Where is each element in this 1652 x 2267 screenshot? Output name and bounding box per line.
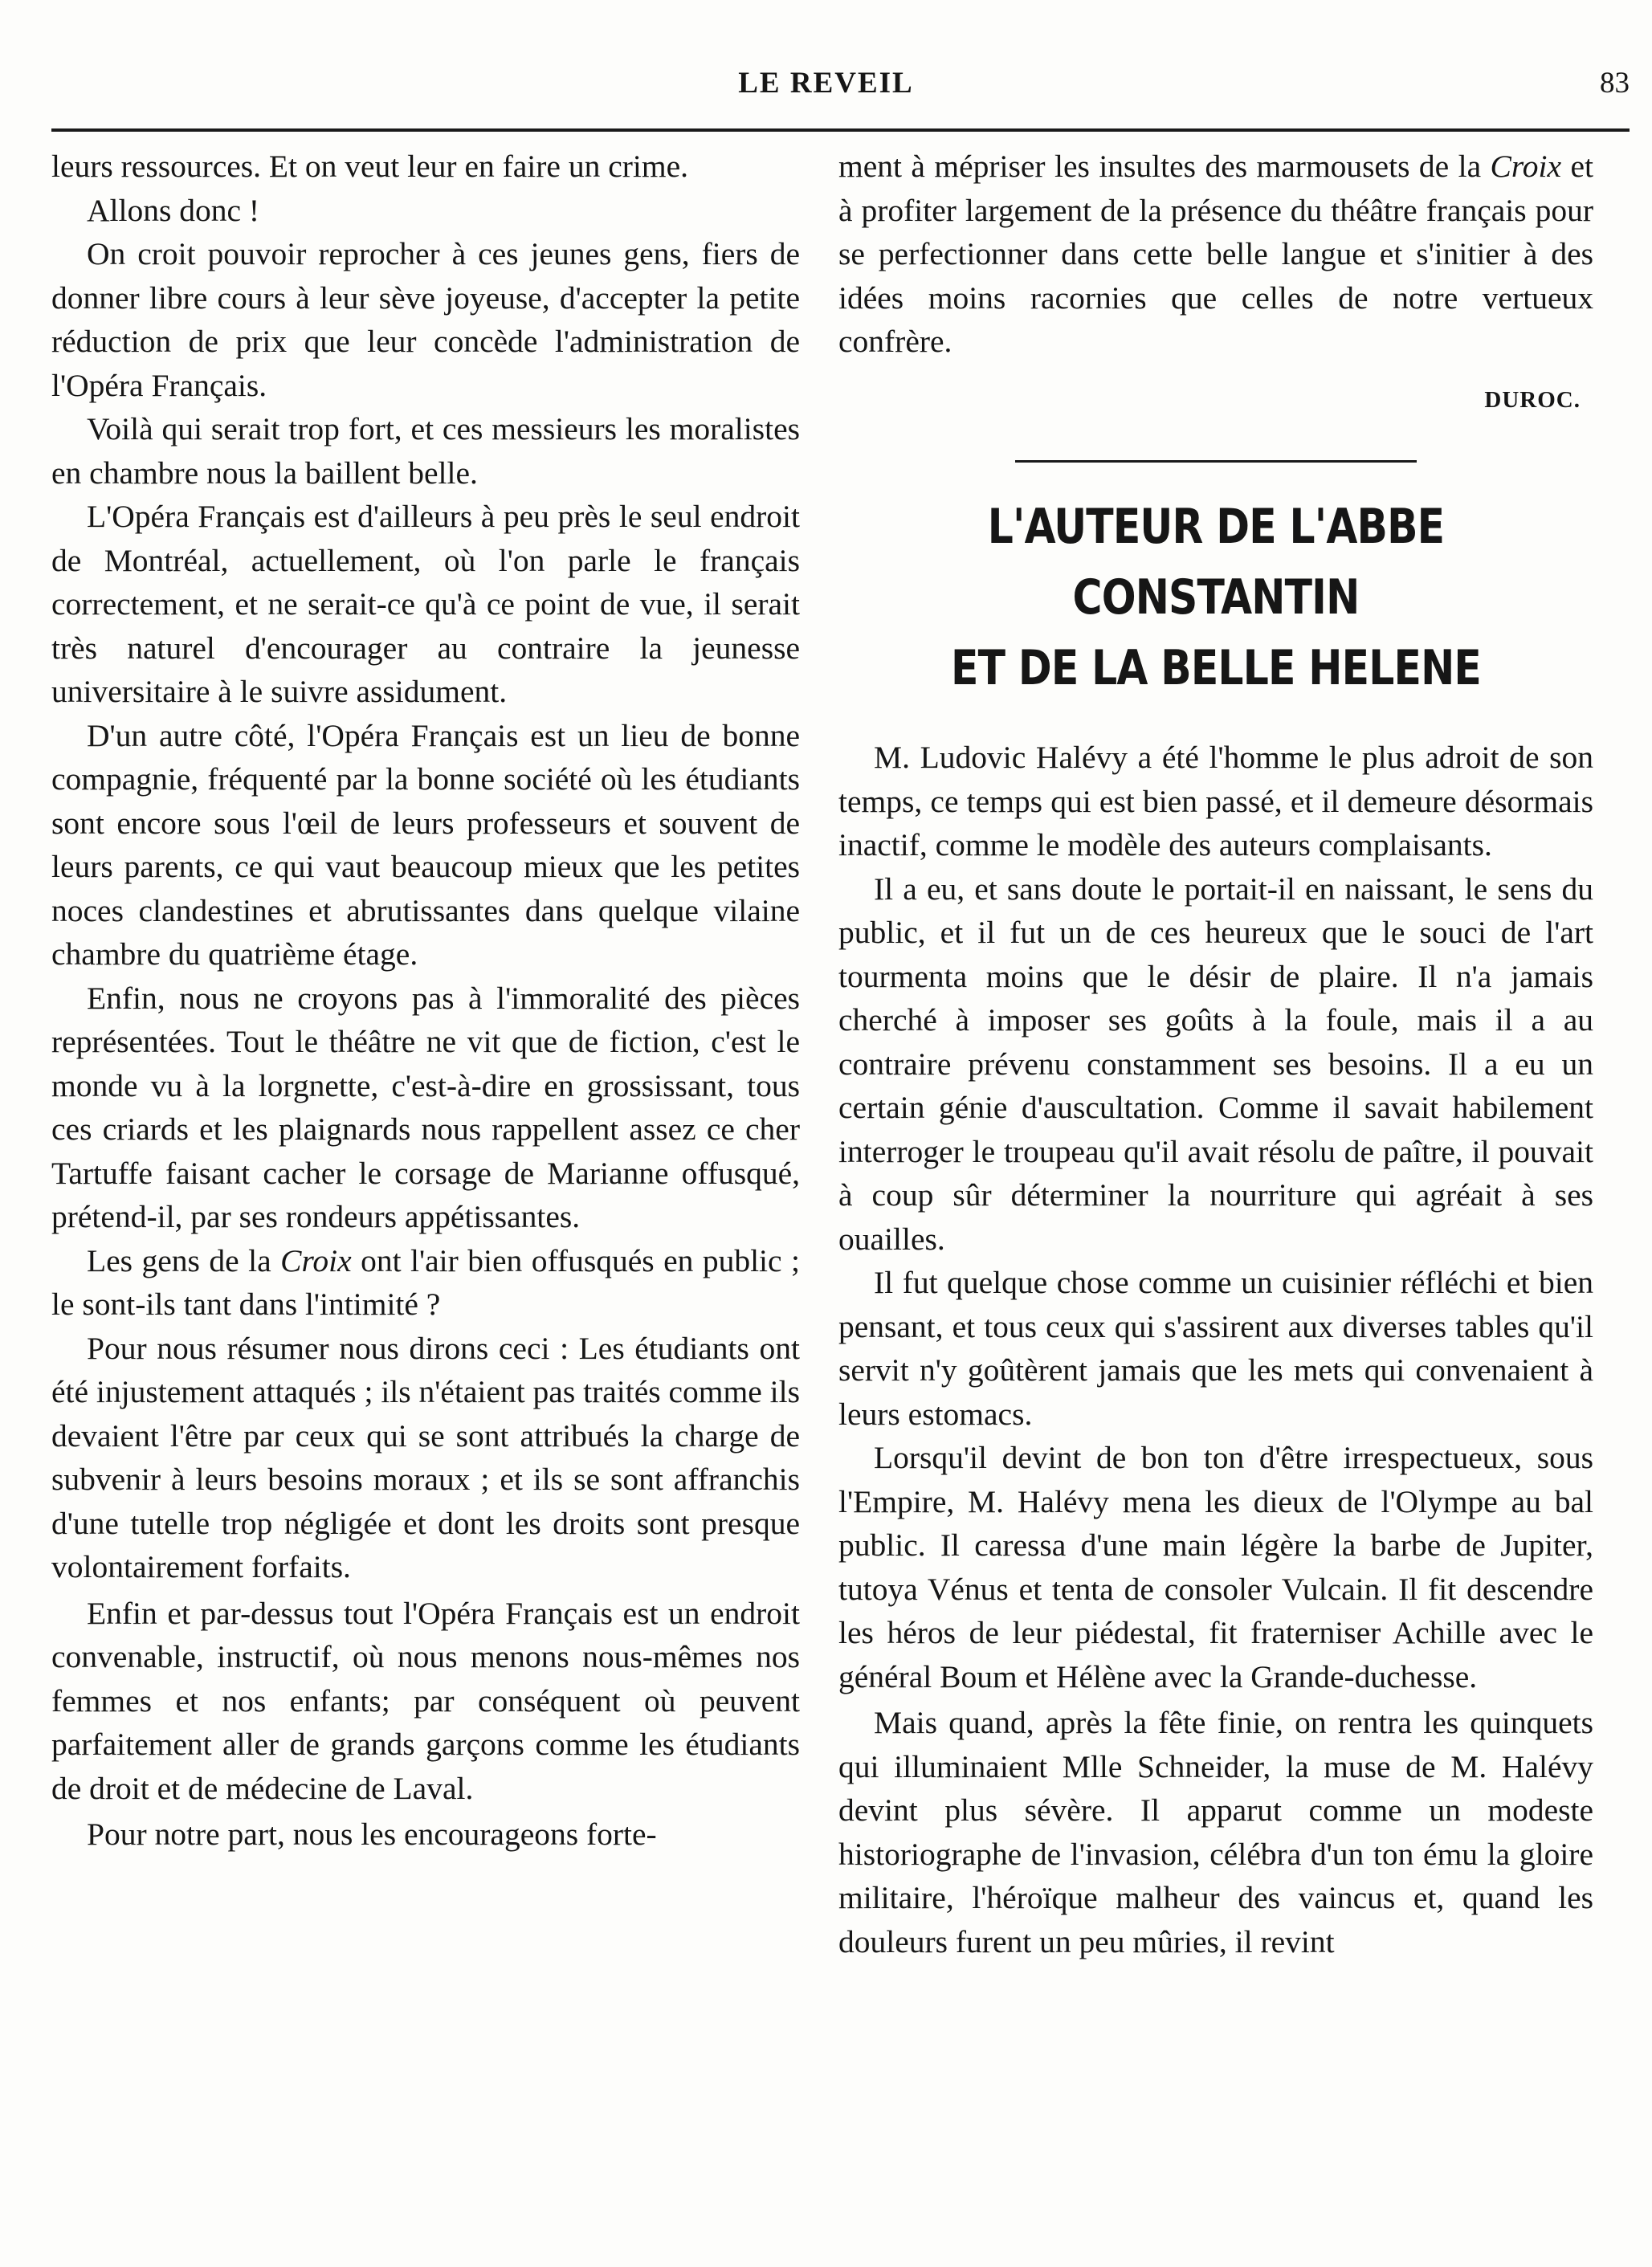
paragraph: Mais quand, après la fête finie, on rentra les quinquets qui illuminaient Mlle Schneider, la muse de M. Halévy devint plus sévère. Il apparut comme un modeste historiographe de l'invasion, célébra d'un ton ému la gloire militaire, l'héroïque malheur des vaincus et, quand les douleurs furent un peu mûries, il revint [838, 1705, 1593, 1959]
paragraph: L'Opéra Français est d'ailleurs à peu près le seul endroit de Montréal, actuellement, où l'on parle le français correctement, et ne serait-ce qu'à ce point de vue, il serait très naturel d'encourager au contraire la jeunesse universitaire à le suivre assidument. [51, 499, 800, 709]
text-run: ont l'air bien offusqués en public ; le sont-ils tant dans l'intimité ? [51, 1242, 800, 1322]
text-run: et à profiter largement de la présence du théâtre français pour se perfectionner dans cette belle langue et s'initier à des idées moins racornies que celles de notre vertueux confrère. [838, 149, 1594, 359]
right-column [838, 145, 1593, 1963]
paragraph [838, 145, 1593, 364]
header-rule [51, 128, 1630, 132]
paragraph: D'un autre côté, l'Opéra Français est un lieu de bonne compagnie, fréquenté par la bonne société où les étudiants sont encore sous l'œil de leurs professeurs et souvent de leurs parents, ce qui vaut beaucoup mieux que les petites noces clandestines et abrutissantes dans quelque vilaine chambre du quatrième étage. [51, 717, 800, 972]
paragraph: Il fut quelque chose comme un cuisinier réfléchi et bien pensant, et tous ceux qui s'assirent aux diverses tables qu'il servit n'y goûtèrent jamais que les mets qui convenaient à leurs estomacs. [838, 1265, 1593, 1432]
author-signature: DUROC. [1484, 386, 1581, 413]
paragraph: leurs ressources. Et on veut leur en faire un crime. [51, 149, 688, 184]
paragraph: On croit pouvoir reprocher à ces jeunes gens, fiers de donner libre cours à leur sève joyeuse, d'accepter la petite réduction de prix que leur concède l'administration de l'Opéra Français. [51, 236, 800, 403]
left-column [51, 145, 800, 1857]
text-run: ment à mépriser les insultes des marmousets de la [838, 149, 1491, 184]
page-number: 83 [1600, 67, 1630, 100]
article-separator [1015, 460, 1417, 463]
running-title: LE REVEIL [738, 67, 914, 100]
article-title [899, 491, 1533, 703]
paragraph: Allons donc ! [87, 192, 260, 228]
text-run: Les gens de la [87, 1242, 281, 1278]
article-title-line: L'AUTEUR DE L'ABBE CONSTANTIN [987, 499, 1445, 626]
paragraph: Pour nous résumer nous dirons ceci : Les étudiants ont été injustement attaqués ; ils n'étaient pas traités comme ils devaient l'être par ceux qui se sont attribués la charge de subvenir à leurs besoins moraux ; et ils se sont affranchis d'une tutelle trop négligée et dont les droits sont presque volontairement forfaits. [51, 1330, 800, 1584]
paragraph: Il a eu, et sans doute le portait-il en naissant, le sens du public, et il fut un de ces heureux que le souci de l'art tourmenta moins que le désir de plaire. Il n'a jamais cherché à imposer ses goûts à la foule, mais il a au contraire prévenu constamment ses besoins. Il a eu un certain génie d'auscultation. Comme il savait habilement interroger le troupeau qu'il avait résolu de paître, il pouvait à coup sûr déterminer la nourriture qui agréait à ses ouailles. [838, 871, 1593, 1257]
paragraph: Enfin, nous ne croyons pas à l'immoralité des pièces représentées. Tout le théâtre ne vit que de fiction, c'est le monde vu à la lorgnette, c'est-à-dire en grossissant, tous ces criards et les plaignards nous rappellent assez ce cher Tartuffe faisant cacher le corsage de Marianne offusqué, prétend-il, par ses rondeurs appétissantes. [51, 980, 800, 1234]
newspaper-name: Croix [1490, 149, 1562, 184]
paragraph [51, 1239, 800, 1327]
paragraph: Enfin et par-dessus tout l'Opéra Français est un endroit convenable, instructif, où nous menons nous-mêmes nos femmes et nos enfants; par conséquent où peuvent parfaitement aller de grands garçons comme les étudiants de droit et de médecine de Laval. [51, 1595, 800, 1806]
newspaper-name: Croix [280, 1242, 352, 1278]
paragraph: Lorsqu'il devint de bon ton d'être irrespectueux, sous l'Empire, M. Halévy mena les dieux de l'Olympe au bal public. Il caressa d'une main légère la barbe de Jupiter, tutoya Vénus et tenta de consoler Vulcain. Il fit descendre les héros de leur piédestal, fit fraterniser Achille avec le général Boum et Hélène avec la Grande-duchesse. [838, 1440, 1593, 1694]
paragraph: Voilà qui serait trop fort, et ces messieurs les moralistes en chambre nous la baillent belle. [51, 411, 800, 491]
article-title-line: ET DE LA BELLE HELENE [950, 640, 1482, 696]
paragraph: M. Ludovic Halévy a été l'homme le plus adroit de son temps, ce temps qui est bien passé, et il demeure désormais inactif, comme le modèle des auteurs complaisants. [838, 740, 1593, 862]
paragraph: Pour notre part, nous les encourageons forte- [87, 1816, 657, 1852]
